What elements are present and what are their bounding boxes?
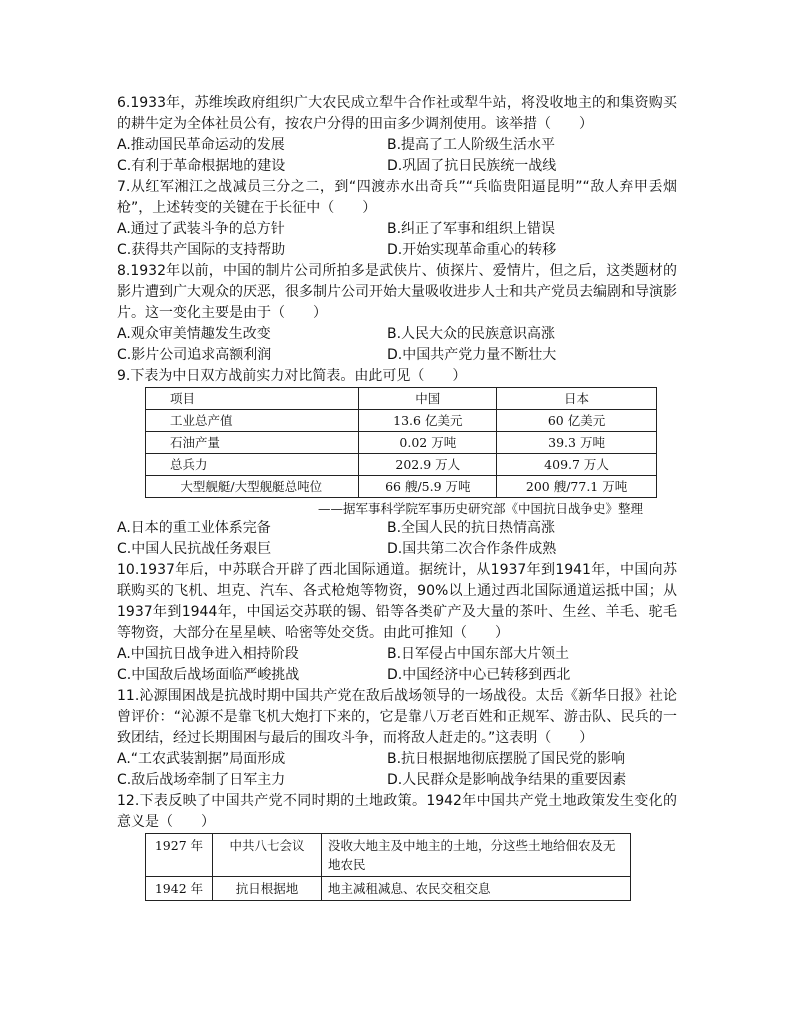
question-stem: 8.1932年以前，中国的制片公司所拍多是武侠片、侦探片、爱情片，但之后，这类题材的影片遭到广大观众的厌恶，很多制片公司开始大量吸收进步人士和共产党员去编剧和导演影片。这一变化主要是由于（ ） — [117, 263, 677, 321]
table-cell: 39.3 万吨 — [497, 432, 657, 454]
answer-options — [117, 135, 677, 177]
question-7 — [117, 177, 677, 261]
table-cell: 总兵力 — [146, 454, 359, 476]
question-stem: 9.下表为中日双方战前实力对比简表。由此可见（ ） — [117, 368, 467, 384]
answer-options — [117, 749, 677, 791]
answer-options — [117, 644, 677, 686]
table-header: 项目 — [146, 388, 359, 410]
option-a[interactable]: A.“工农武装割据”局面形成 — [117, 751, 286, 767]
question-6 — [117, 93, 677, 177]
question-12 — [117, 791, 677, 901]
option-b[interactable]: B.人民大众的民族意识高涨 — [387, 326, 556, 342]
question-8 — [117, 261, 677, 366]
exam-page — [117, 93, 677, 901]
option-c[interactable]: C.敌后战场牵制了日军主力 — [117, 772, 286, 788]
question-10 — [117, 560, 677, 686]
option-c[interactable]: C.有利于革命根据地的建设 — [117, 158, 286, 174]
table-cell: 0.02 万吨 — [359, 432, 497, 454]
option-b[interactable]: B.提高了工人阶级生活水平 — [387, 137, 556, 153]
option-d[interactable]: D.人民群众是影响战争结果的重要因素 — [387, 772, 627, 788]
table-cell: 1942 年 — [146, 877, 213, 901]
option-c[interactable]: C.中国敌后战场面临严峻挑战 — [117, 667, 300, 683]
table-cell: 抗日根据地 — [213, 877, 322, 901]
question-stem: 6.1933年，苏维埃政府组织广大农民成立犁牛合作社或犁牛站，将没收地主的和集资购买的耕牛定为全体社员公有，按农户分得的田亩多少调剂使用。该举措（ ） — [117, 95, 677, 132]
table-cell: 66 艘/5.9 万吨 — [359, 476, 497, 498]
option-b[interactable]: B.抗日根据地彻底摆脱了国民党的影响 — [387, 751, 626, 767]
table-header-row — [146, 388, 657, 410]
table-cell: 13.6 亿美元 — [359, 410, 497, 432]
answer-options — [117, 219, 677, 261]
option-d[interactable]: D.中国共产党力量不断壮大 — [387, 347, 557, 363]
option-a[interactable]: A.日本的重工业体系完备 — [117, 520, 271, 536]
option-b[interactable]: B.日军侵占中国东部大片领土 — [387, 646, 570, 662]
table-source: ——据军事科学院军事历史研究部《中国抗日战争史》整理 — [317, 501, 643, 516]
table-row — [146, 454, 657, 476]
option-d[interactable]: D.巩固了抗日民族统一战线 — [387, 158, 557, 174]
table-cell: 60 亿美元 — [497, 410, 657, 432]
option-a[interactable]: A.推动国民革命运动的发展 — [117, 137, 285, 153]
table-header: 日本 — [497, 388, 657, 410]
option-a[interactable]: A.中国抗日战争进入相持阶段 — [117, 646, 299, 662]
table-cell: 石油产量 — [146, 432, 359, 454]
table-row — [146, 410, 657, 432]
table-cell: 没收大地主及中地主的土地，分这些土地给佃农及无地农民 — [322, 834, 631, 877]
question-stem: 7.从红军湘江之战减员三分之二，到“四渡赤水出奇兵”“兵临贵阳逼昆明”“敌人弃甲丢烟枪”，上述转变的关键在于长征中（ ） — [117, 179, 677, 216]
question-stem: 10.1937年后，中苏联合开辟了西北国际通道。据统计，从1937年到1941年，中国向苏联购买的飞机、坦克、汽车、各式枪炮等物资，90%以上通过西北国际通道运抵中国；从1937年到1944年，中国运交苏联的锡、铅等各类矿产及大量的茶叶、生丝、羊毛、驼毛等物资，大部分在星星峡、哈密等处交货。由此可推知（ ） — [117, 562, 677, 641]
table-header: 中国 — [359, 388, 497, 410]
question-stem: 12.下表反映了中国共产党不同时期的土地政策。1942年中国共产党土地政策发生变化的意义是（ ） — [117, 793, 677, 830]
table-cell: 1927 年 — [146, 834, 213, 877]
table-cell: 409.7 万人 — [497, 454, 657, 476]
table-row — [146, 834, 631, 877]
strength-comparison-table — [145, 387, 657, 498]
question-9 — [117, 366, 677, 560]
option-d[interactable]: D.中国经济中心已转移到西北 — [387, 667, 571, 683]
option-b[interactable]: B.全国人民的抗日热情高涨 — [387, 520, 556, 536]
table-cell: 202.9 万人 — [359, 454, 497, 476]
table-row — [146, 877, 631, 901]
table-row — [146, 432, 657, 454]
table-cell: 200 艘/77.1 万吨 — [497, 476, 657, 498]
answer-options — [117, 518, 677, 560]
option-a[interactable]: A.通过了武装斗争的总方针 — [117, 221, 285, 237]
option-a[interactable]: A.观众审美情趣发生改变 — [117, 326, 271, 342]
table-cell: 大型舰艇/大型舰艇总吨位 — [146, 476, 359, 498]
table-cell: 地主减租减息、农民交租交息 — [322, 877, 631, 901]
option-c[interactable]: C.影片公司追求高额利润 — [117, 347, 272, 363]
option-b[interactable]: B.纠正了军事和组织上错误 — [387, 221, 556, 237]
table-row — [146, 476, 657, 498]
option-d[interactable]: D.国共第二次合作条件成熟 — [387, 541, 557, 557]
table-cell: 中共八七会议 — [213, 834, 322, 877]
option-c[interactable]: C.中国人民抗战任务艰巨 — [117, 541, 272, 557]
answer-options — [117, 324, 677, 366]
land-policy-table — [145, 833, 631, 901]
table-cell: 工业总产值 — [146, 410, 359, 432]
option-c[interactable]: C.获得共产国际的支持帮助 — [117, 242, 286, 258]
question-stem: 11.沁源围困战是抗战时期中国共产党在敌后战场领导的一场战役。太岳《新华日报》社论曾评价：“沁源不是靠飞机大炮打下来的，它是靠八万老百姓和正规军、游击队、民兵的一致团结，经过长期围困与最后的围攻斗争，而将敌人赶走的。”这表明（ ） — [117, 688, 677, 746]
option-d[interactable]: D.开始实现革命重心的转移 — [387, 242, 557, 258]
question-11 — [117, 686, 677, 791]
